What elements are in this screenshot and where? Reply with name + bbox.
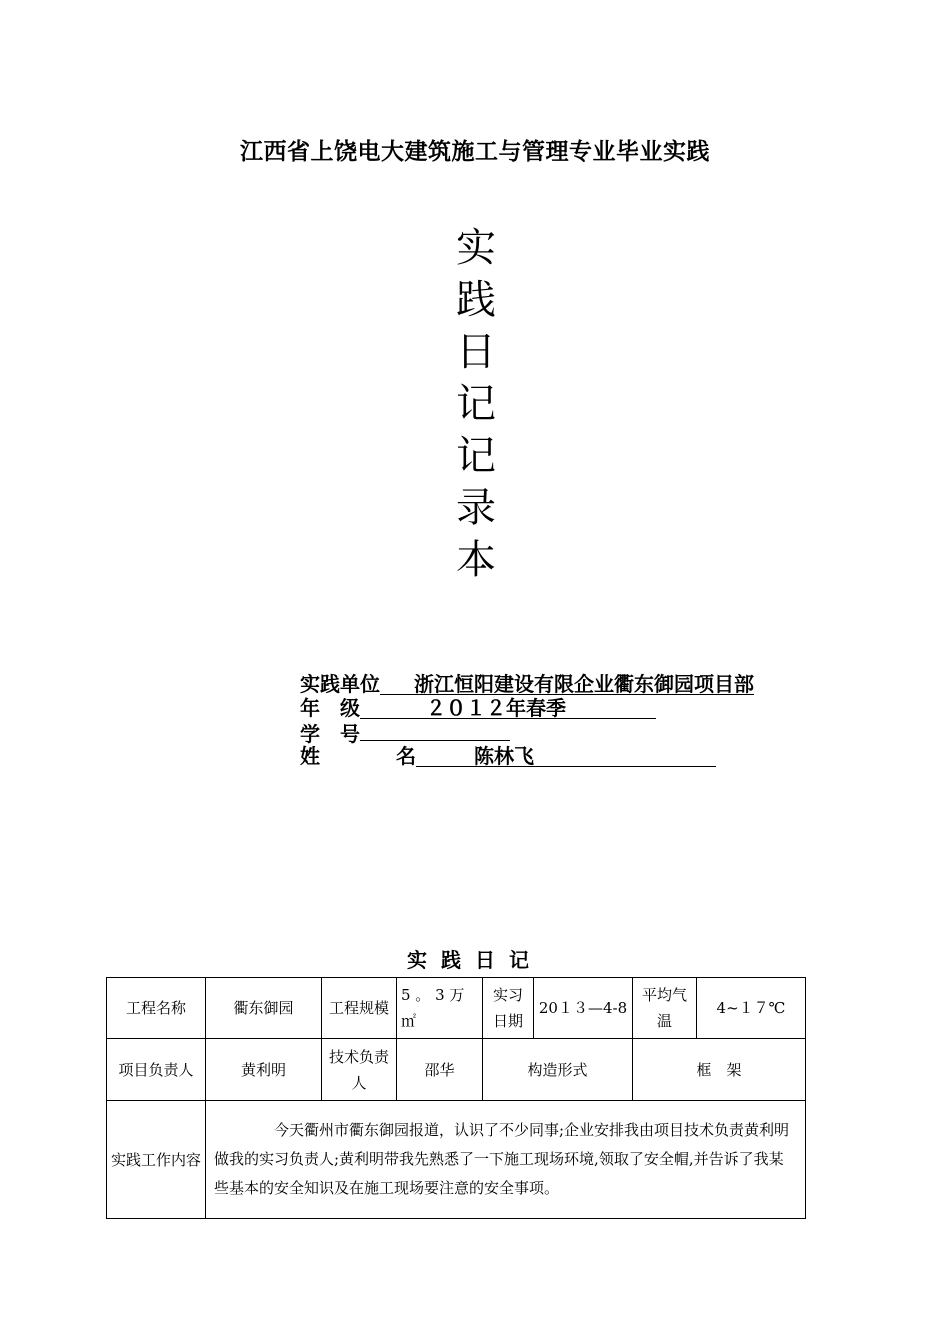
unit-label: 实践单位	[300, 672, 380, 696]
diary-table	[106, 977, 806, 1219]
work-content-cell	[206, 1101, 806, 1219]
cover-char: 践	[456, 277, 496, 323]
cover-char: 本	[456, 537, 496, 583]
cover-char: 实	[456, 225, 496, 271]
project-name-label: 工程名称	[107, 978, 206, 1039]
table-row	[107, 1101, 806, 1219]
table-row	[107, 1039, 806, 1101]
grade-label: 年 级	[300, 696, 360, 720]
student-id-row	[300, 720, 754, 744]
student-id-value	[360, 720, 510, 741]
temperature-label: 平均气温	[633, 978, 697, 1039]
table-row	[107, 978, 806, 1039]
tech-lead-value: 邵华	[397, 1039, 483, 1101]
diary-heading: 实践日记	[407, 948, 543, 972]
name-label-first: 姓	[300, 744, 320, 768]
unit-row	[300, 672, 754, 696]
project-manager-value: 黄利明	[206, 1039, 322, 1101]
name-row	[300, 744, 754, 768]
date-label: 实习日期	[483, 978, 534, 1039]
tech-lead-label: 技术负责人	[322, 1039, 397, 1101]
project-name-value: 衢东御园	[206, 978, 322, 1039]
date-value: 20１３—4-8	[534, 978, 633, 1039]
grade-value: ２０１２年春季	[360, 698, 656, 719]
cover-vertical-title	[450, 222, 502, 586]
student-info-block	[300, 672, 754, 768]
unit-value: 浙江恒阳建设有限企业衢东御园项目部	[380, 674, 754, 695]
project-manager-label: 项目负责人	[107, 1039, 206, 1101]
cover-char: 记	[456, 433, 496, 479]
cover-char: 日	[456, 329, 496, 375]
scale-label: 工程规模	[322, 978, 397, 1039]
temperature-value: 4~１７℃	[697, 978, 806, 1039]
cover-char: 记	[456, 381, 496, 427]
cover-char: 录	[456, 485, 496, 531]
structure-label: 构造形式	[483, 1039, 633, 1101]
name-value: 陈林飞	[416, 746, 716, 767]
name-label-second: 名	[396, 744, 416, 768]
work-content-text: 今天衢州市衢东御园报道，认识了不少同事;企业安排我由项目技术负责黄利明做我的实习负责人;黄利明带我先熟悉了一下施工现场环境,领取了安全帽,并告诉了我某些基本的安全知识及在施工现场要注意的安全事项。	[214, 1121, 790, 1197]
student-id-label: 学 号	[300, 722, 360, 746]
grade-row	[300, 696, 754, 720]
document-title: 江西省上饶电大建筑施工与管理专业毕业实践	[240, 138, 710, 165]
scale-value: 5 。 3 万 ㎡	[397, 978, 483, 1039]
work-content-label: 实践工作内容	[107, 1101, 206, 1219]
structure-value: 框 架	[633, 1039, 806, 1101]
